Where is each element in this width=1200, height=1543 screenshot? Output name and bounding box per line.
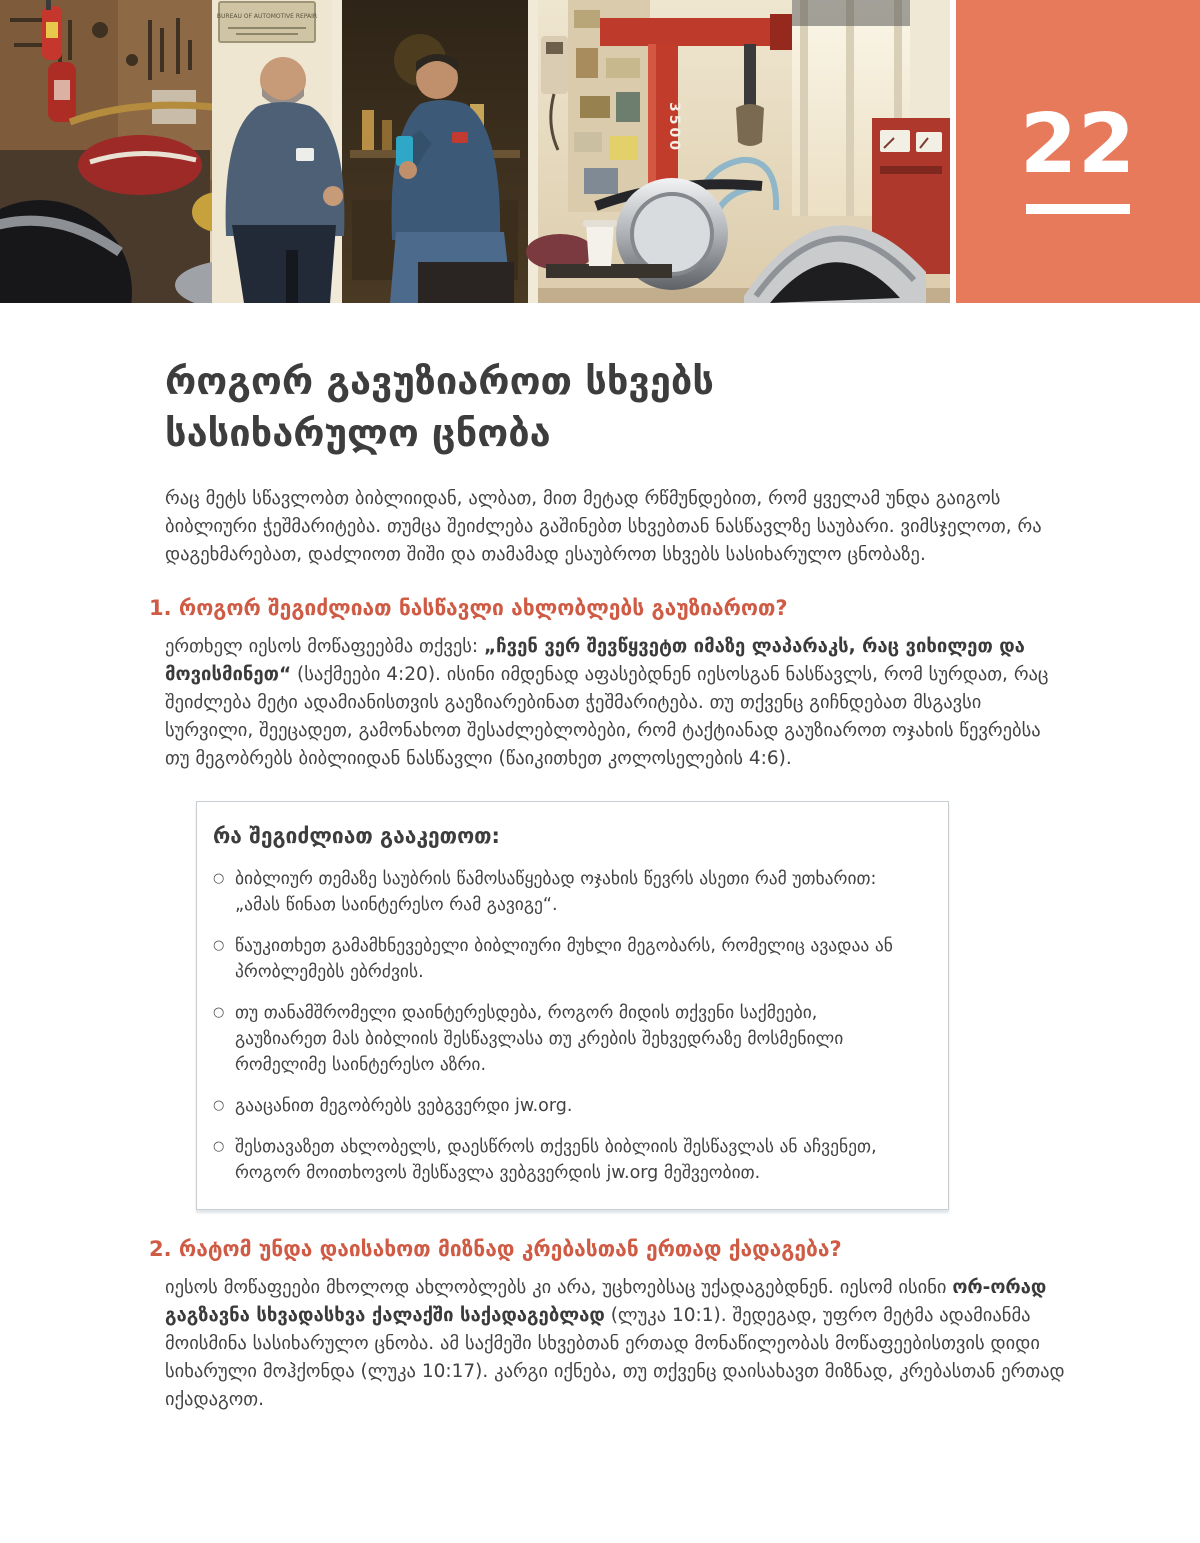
list-item <box>213 1000 910 1078</box>
bullet-circle-icon: ○ <box>213 1098 225 1113</box>
page-title <box>165 355 1065 459</box>
question-1-heading: 1. როგორ შეგიძლიათ ნასწავლი ახლობლებს გაუზიაროთ? <box>149 596 788 620</box>
list-item <box>213 1134 910 1186</box>
hero-photo <box>0 0 950 303</box>
bullet-circle-icon: ○ <box>213 871 225 886</box>
paragraph-text: (საქმეები 4:20). ისინი იმდენად აფასებდნენ იესოსგან ნასწავლს, რომ სურდათ, რაც შეიძლება მეტი ადამიანისთვის გაეზიარებინათ ჭეშმარიტება. თუ თქვენც გიჩნდებათ მსგავსი სურვილი, შეეცადეთ, გამონახოთ შესაძლებლობები, რომ ტაქტიანად გაუზიაროთ ოჯახის წევრებსა თუ მეგობრებს ბიბლიიდან ნასწავლი (წაიკითხეთ კოლოსელების 4:6). <box>165 664 1049 769</box>
svg-text:3500: 3500 <box>666 102 682 153</box>
paragraph-text: იესოს მოწაფეები მხოლოდ ახლობლებს კი არა, უცხოებსაც უქადაგებდნენ. იესომ ისინი <box>165 1277 953 1298</box>
what-you-can-do-box <box>196 801 949 1210</box>
content-column <box>149 303 1065 1433</box>
chapter-underline-bar <box>1026 204 1130 214</box>
list-item <box>213 933 910 985</box>
paragraph-text: ერთხელ იესოს მოწაფეებმა თქვეს: <box>165 636 484 657</box>
garage-scene-illustration <box>0 0 950 303</box>
suggestion-list <box>213 866 910 1186</box>
page-title-line-2: სასიხარულო ცნობა <box>165 411 551 455</box>
box-heading: რა შეგიძლიათ გააკეთოთ: <box>213 824 500 848</box>
bullet-circle-icon: ○ <box>213 1005 225 1020</box>
question-1-paragraph <box>165 633 1065 773</box>
chapter-number-block <box>956 0 1200 303</box>
list-item-text: წაუკითხეთ გამამხნევებელი ბიბლიური მუხლი მეგობარს, რომელიც ავადაა ან პრობლემებს ებრძვის. <box>235 936 893 982</box>
bullet-circle-icon: ○ <box>213 938 225 953</box>
svg-text:BUREAU OF AUTOMOTIVE REPAIR: BUREAU OF AUTOMOTIVE REPAIR <box>216 13 318 20</box>
list-item-text: თუ თანამშრომელი დაინტერესდება, როგორ მიდის თქვენი საქმეები, გაუზიარეთ მას ბიბლიის შესწავლასა თუ კრების შეხვედრაზე მოსმენილი რომელიმე საინტერესო აზრი. <box>235 1003 844 1075</box>
paragraph-text: (ლუკა 10:1). შედეგად, უფრო მეტმა ადამიანმა მოისმინა სასიხარულო ცნობა. ამ საქმეში სხვებთან ერთად მონაწილეობას მოწაფეებისთვის დიდი სიხარული მოჰქონდა (ლუკა 10:17). კარგი იქნება, თუ თქვენც დაისახავთ მიზნად, კრებასთან ერთად იქადაგოთ. <box>165 1305 1065 1410</box>
list-item <box>213 1093 910 1119</box>
chapter-number: 22 <box>1019 96 1137 192</box>
question-2-paragraph <box>165 1274 1065 1414</box>
list-item <box>213 866 910 918</box>
bold-phrase: ორ-ორად გაგზავნა სხვადასხვა ქალაქში საქადაგებლად <box>165 1277 1047 1326</box>
bullet-circle-icon: ○ <box>213 1139 225 1154</box>
page-title-line-1: როგორ გავუზიაროთ სხვებს <box>165 359 714 403</box>
list-item-text: შესთავაზეთ ახლობელს, დაესწროს თქვენს ბიბლიის შესწავლას ან აჩვენეთ, როგორ მოითხოვოს შესწავლა ვებგვერდის jw.org მეშვეობით. <box>235 1137 877 1183</box>
quoted-scripture-bold: „ჩვენ ვერ შევწყვეტთ იმაზე ლაპარაკს, რაც ვიხილეთ და მოვისმინეთ“ <box>165 636 1025 685</box>
list-item-text: გააცანით მეგობრებს ვებგვერდი jw.org. <box>235 1096 573 1116</box>
list-item-text: ბიბლიურ თემაზე საუბრის წამოსაწყებად ოჯახის წევრს ასეთი რამ უთხარით: „ამას წინათ საინტერესო რამ გავიგე“. <box>235 869 877 915</box>
question-2-heading: 2. რატომ უნდა დაისახოთ მიზნად კრებასთან ერთად ქადაგება? <box>149 1237 842 1261</box>
intro-paragraph: რაც მეტს სწავლობთ ბიბლიიდან, ალბათ, მით მეტად რწმუნდებით, რომ ყველამ უნდა გაიგოს ბიბლიური ჭეშმარიტება. თუმცა შეიძლება გაშინებთ სხვებთან ნასწავლზე საუბარი. ვიმსჯელოთ, რა დაგეხმარებათ, დაძლიოთ შიში და თამამად ესაუბროთ სხვებს სასიხარულო ცნობაზე. <box>165 488 1042 565</box>
